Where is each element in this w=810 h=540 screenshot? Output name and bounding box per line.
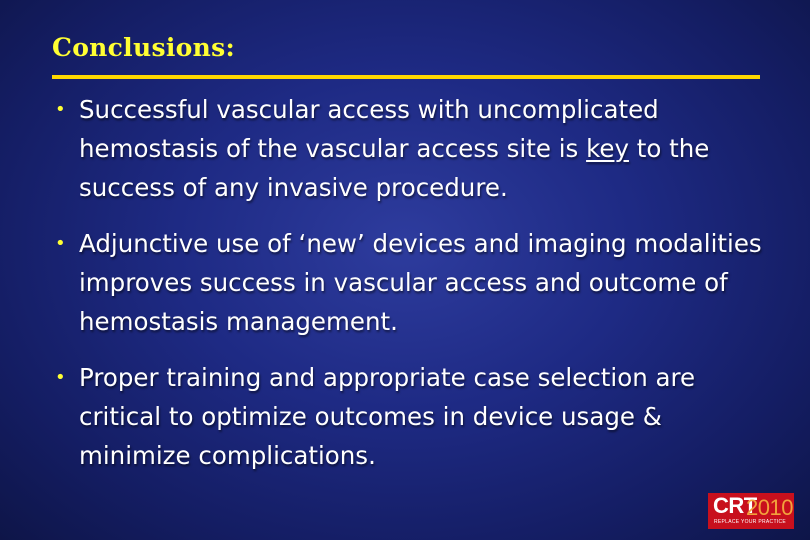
bullet-item-2: [52, 224, 777, 341]
crt-logo: [708, 493, 794, 529]
bullet-list: [52, 90, 777, 475]
bullet-text-1-end: to the success of any invasive procedure.: [79, 134, 710, 202]
bullet-text-3: Proper training and appropriate case selection are critical to optimize outcomes in device usage & minimize complications.: [79, 363, 696, 470]
bullet-emphasis-key: key: [586, 134, 629, 163]
logo-tagline: REPLACE YOUR PRACTICE: [714, 519, 787, 525]
logo-year: 2010: [746, 495, 793, 520]
bullet-text-2: Adjunctive use of ‘new’ devices and imaging modalities improves success in vascular access and outcome of hemostasis management.: [79, 229, 762, 336]
bullet-text-1: Successful vascular access with uncomplicated hemostasis of the vascular access site is: [79, 95, 659, 163]
title-underline-rule: [52, 75, 760, 79]
bullet-item-1: [52, 90, 777, 207]
bullet-marker: •: [55, 367, 66, 388]
bullet-item-3: [52, 358, 777, 475]
bullet-marker: •: [55, 233, 66, 254]
bullet-marker: •: [55, 99, 66, 120]
slide-title: Conclusions:: [52, 33, 235, 62]
logo-text: CRT: [713, 493, 757, 518]
